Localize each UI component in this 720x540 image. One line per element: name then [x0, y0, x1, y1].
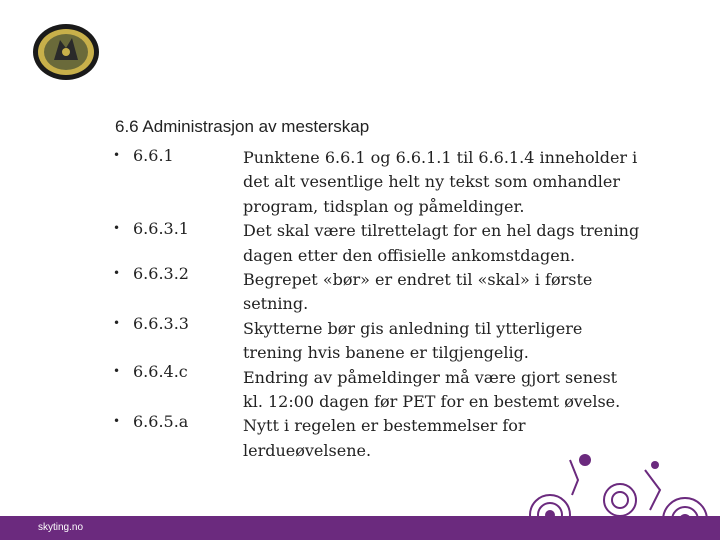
description-line: Begrepet «bør» er endret til «skal» i første — [243, 270, 593, 290]
bullet-icon: • — [113, 316, 121, 330]
organisation-seal-icon — [30, 22, 102, 82]
description-line: trening hvis banene er tilgjengelig. — [243, 343, 529, 363]
footer-site-link[interactable]: skyting.no — [38, 522, 84, 533]
description-line: Skytterne bør gis anledning til ytterligere — [243, 318, 583, 338]
description-line: det alt vesentlige helt ny tekst som omhandler — [243, 172, 621, 192]
section-number: 6.6.5.a — [133, 412, 189, 431]
description-line: Endring av påmeldinger må være gjort senest — [243, 367, 618, 387]
description-line: Det skal være tilrettelagt for en hel dags trening — [243, 221, 640, 241]
description-line: program, tidsplan og påmeldinger. — [243, 196, 525, 216]
slide-title: 6.6 Administrasjon av mesterskap — [115, 117, 370, 136]
section-number: 6.6.1 — [133, 146, 174, 165]
list-item — [113, 264, 189, 283]
list-item — [113, 314, 189, 333]
bullet-icon: • — [113, 221, 121, 235]
description-line: setning. — [243, 294, 309, 314]
section-number: 6.6.3.1 — [133, 219, 189, 238]
description-line: kl. 12:00 dagen før PET for en bestemt øvelse. — [243, 392, 621, 412]
section-number: 6.6.3.3 — [133, 314, 189, 333]
description-line: Punktene 6.6.1 og 6.6.1.1 til 6.6.1.4 inneholder i — [243, 148, 638, 167]
list-item — [113, 146, 174, 165]
bullet-icon: • — [113, 266, 121, 280]
section-number: 6.6.4.c — [133, 362, 188, 381]
list-item — [113, 412, 188, 431]
description-text — [243, 146, 693, 463]
description-line: Nytt i regelen er bestemmelser for — [243, 416, 526, 436]
footer-bar — [0, 516, 720, 540]
description-line: lerdueøvelsene. — [243, 440, 372, 460]
bullet-icon: • — [113, 414, 121, 428]
list-item — [113, 362, 188, 381]
section-number: 6.6.3.2 — [133, 264, 189, 283]
description-line: dagen etter den offisielle ankomstdagen. — [243, 245, 576, 265]
bullet-icon: • — [113, 364, 121, 378]
bullet-icon: • — [113, 148, 121, 162]
list-item — [113, 219, 189, 238]
